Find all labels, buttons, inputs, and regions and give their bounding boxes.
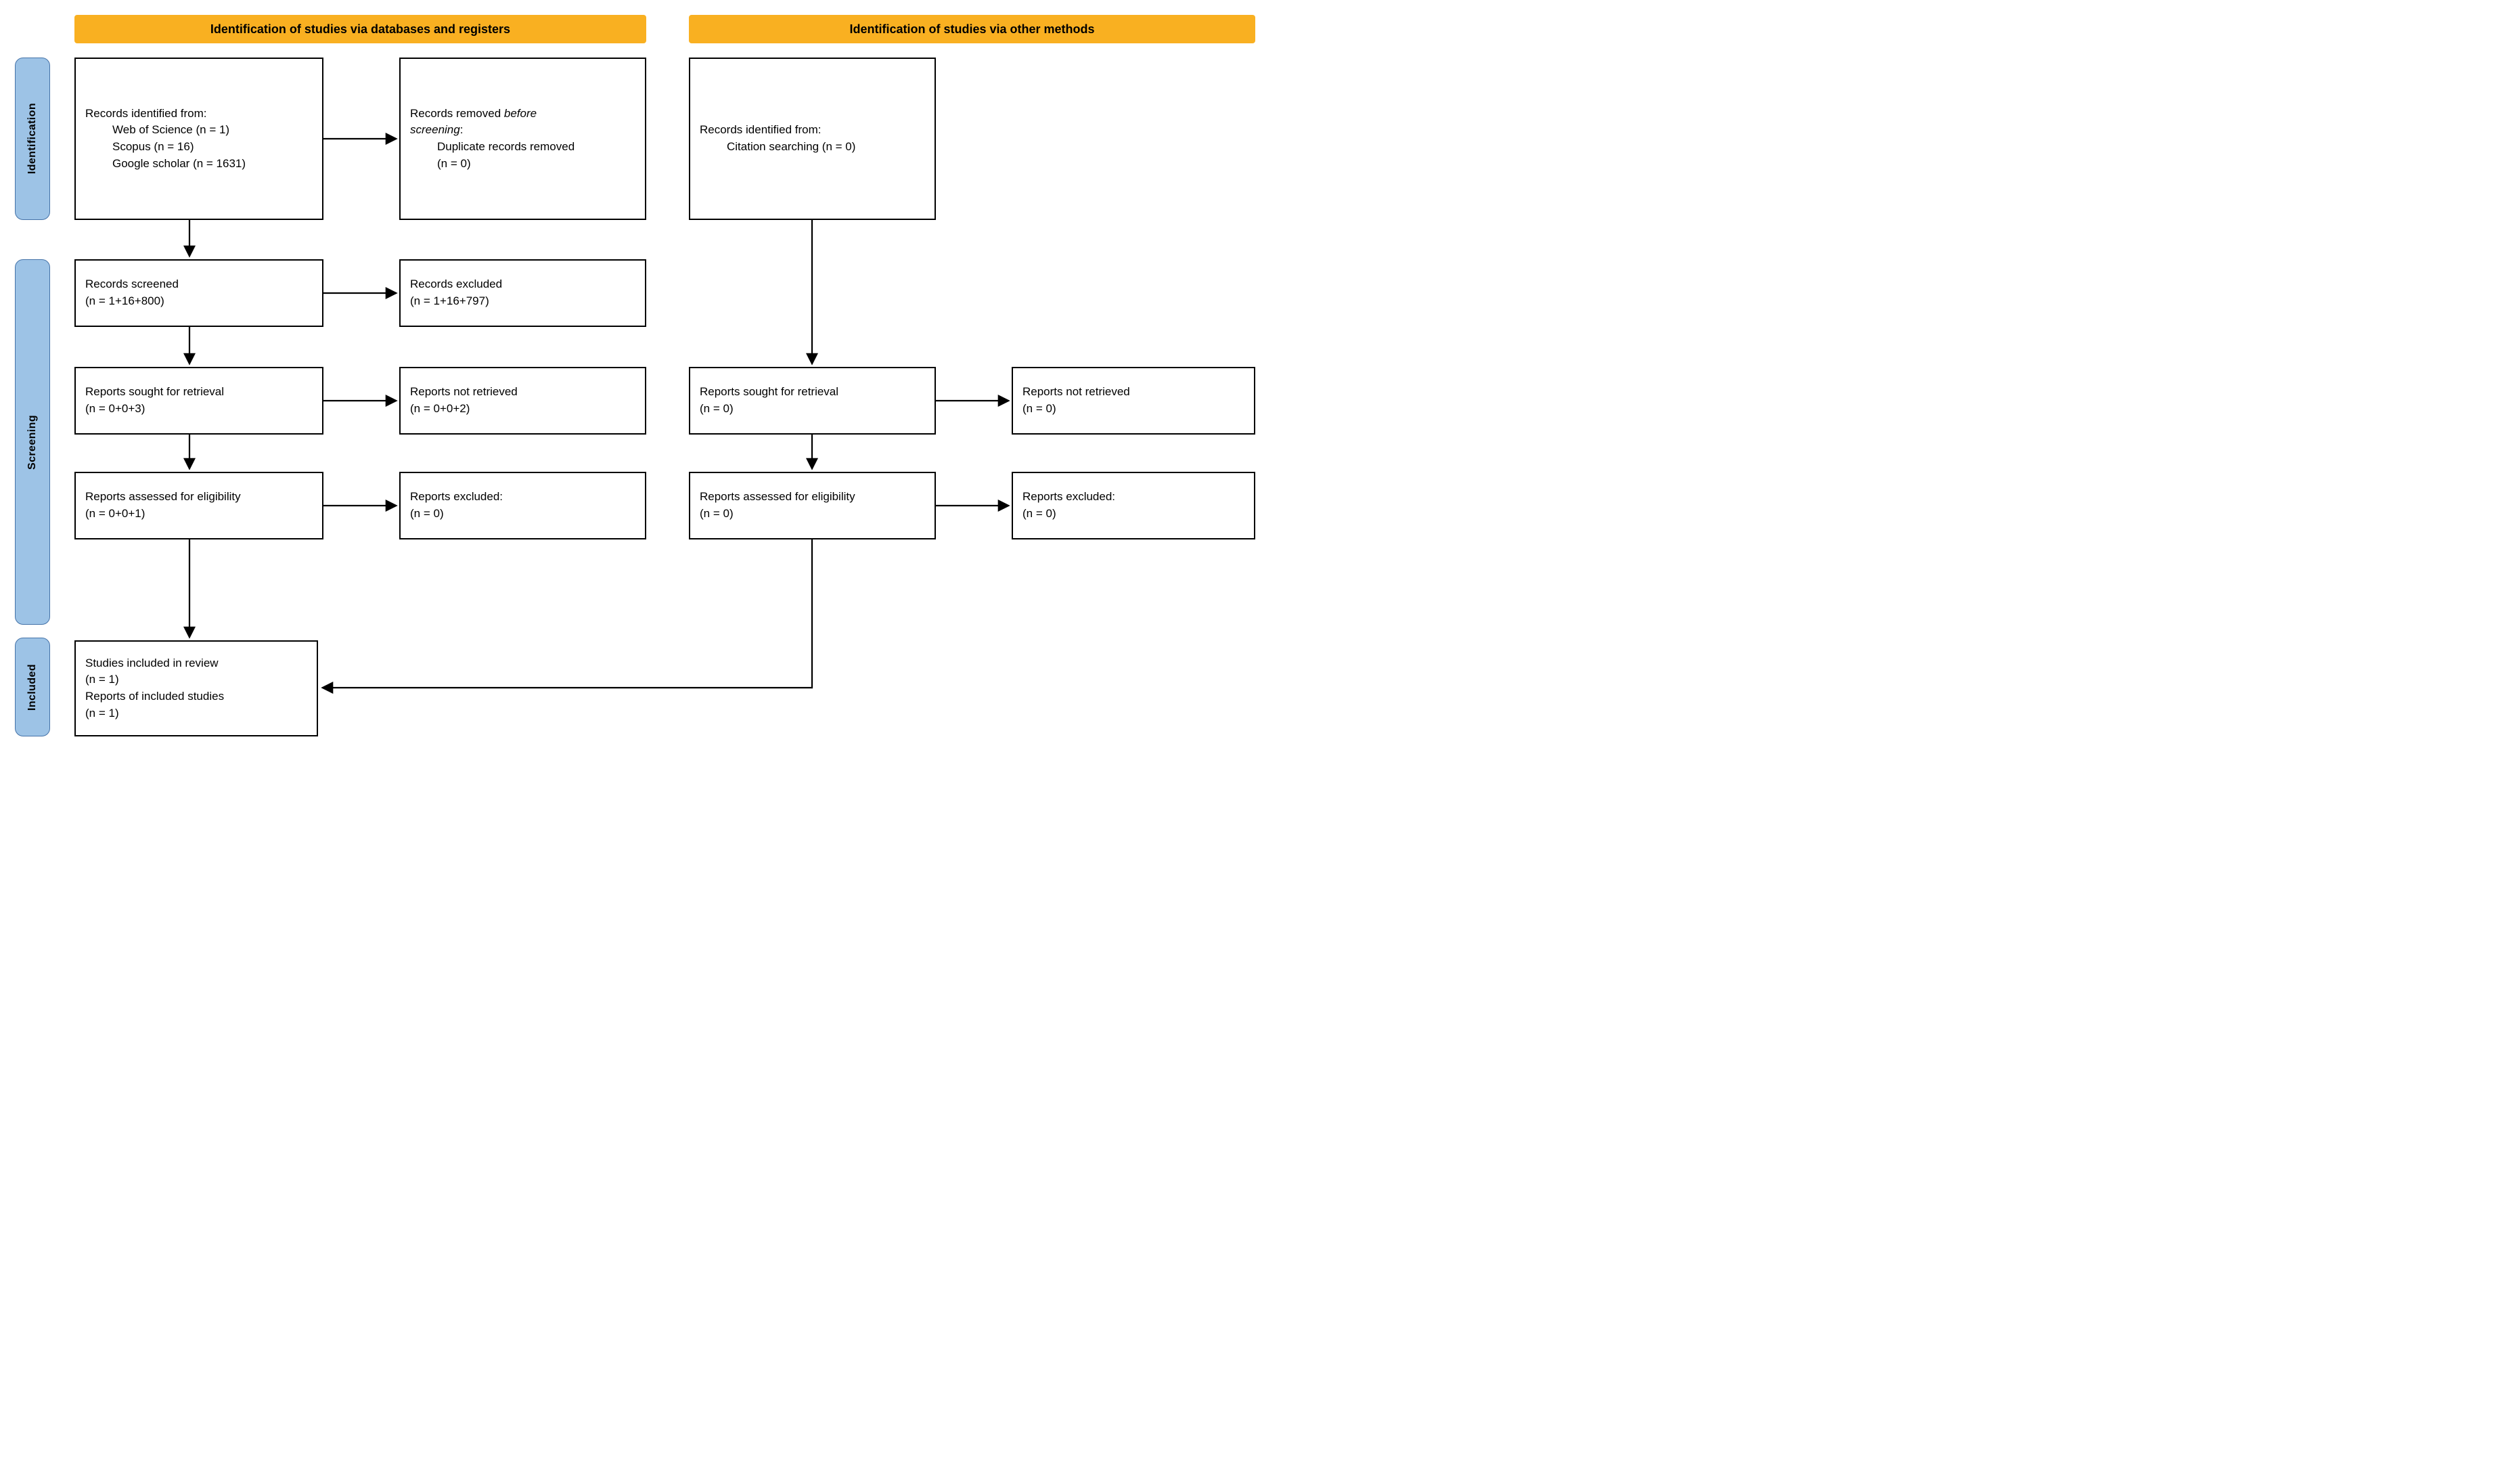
box-line: Reports assessed for eligibility [85, 490, 241, 504]
box-line: Reports excluded: [1022, 490, 1116, 504]
box-line: Reports sought for retrieval [85, 385, 225, 399]
arrow-assessed-other-to-included [323, 539, 812, 688]
box-line: Citation searching (n = 0) [727, 140, 856, 153]
box-line: (n = 1+16+797) [410, 294, 489, 307]
box-line: Reports assessed for eligibility [700, 490, 855, 504]
box-line: (n = 0+0+1) [85, 507, 145, 520]
box-line: Web of Science (n = 1) [112, 123, 230, 137]
banner-other-methods [689, 15, 1255, 43]
box-reports-sought-other [689, 367, 936, 435]
box-reports-sought-databases [74, 367, 323, 435]
box-records-identified-other [689, 58, 936, 220]
box-line: screening: [410, 123, 464, 137]
box-line: (n = 0+0+2) [410, 402, 470, 415]
banner-other-methods-label: Identification of studies via other methods [849, 22, 1095, 36]
box-reports-assessed-other [689, 472, 936, 539]
box-line: Google scholar (n = 1631) [112, 156, 246, 170]
box-line: Records excluded [410, 278, 503, 291]
prisma-flow-diagram [0, 0, 1260, 740]
box-reports-not-retrieved-databases [399, 367, 646, 435]
box-line: (n = 1) [85, 706, 119, 720]
banner-databases-registers-label: Identification of studies via databases and registers [210, 22, 511, 36]
box-records-removed-before-screening [399, 58, 646, 220]
box-line: (n = 0) [700, 507, 734, 520]
stage-label-identification: Identification [15, 58, 50, 220]
box-line: Records screened [85, 278, 179, 291]
box-line: Reports excluded: [410, 490, 503, 504]
box-reports-assessed-databases [74, 472, 323, 539]
box-line: Records removed before [410, 106, 537, 120]
box-records-excluded [399, 259, 646, 327]
box-line: (n = 1) [85, 673, 119, 686]
box-studies-included [74, 640, 318, 736]
box-line: (n = 0) [1022, 402, 1056, 415]
box-line: Duplicate records removed [437, 140, 575, 153]
box-reports-excluded-other [1012, 472, 1255, 539]
box-line: (n = 0+0+3) [85, 402, 145, 415]
box-line: Studies included in review [85, 656, 219, 669]
box-line: Scopus (n = 16) [112, 140, 194, 153]
box-line: Reports not retrieved [1022, 385, 1130, 399]
box-line: Records identified from: [700, 123, 822, 137]
box-line: (n = 0) [700, 402, 734, 415]
box-line: Reports sought for retrieval [700, 385, 839, 399]
stage-label-included: Included [15, 638, 50, 736]
box-reports-not-retrieved-other [1012, 367, 1255, 435]
box-line: Records identified from: [85, 106, 207, 120]
box-line: Reports of included studies [85, 690, 225, 703]
box-records-identified-databases [74, 58, 323, 220]
box-records-screened [74, 259, 323, 327]
box-reports-excluded-databases [399, 472, 646, 539]
box-line: (n = 1+16+800) [85, 294, 164, 307]
box-line: (n = 0) [1022, 507, 1056, 520]
stage-label-screening: Screening [15, 259, 50, 625]
box-line: (n = 0) [410, 507, 444, 520]
box-line: (n = 0) [437, 156, 471, 170]
box-line: Reports not retrieved [410, 385, 518, 399]
banner-databases-registers [74, 15, 646, 43]
